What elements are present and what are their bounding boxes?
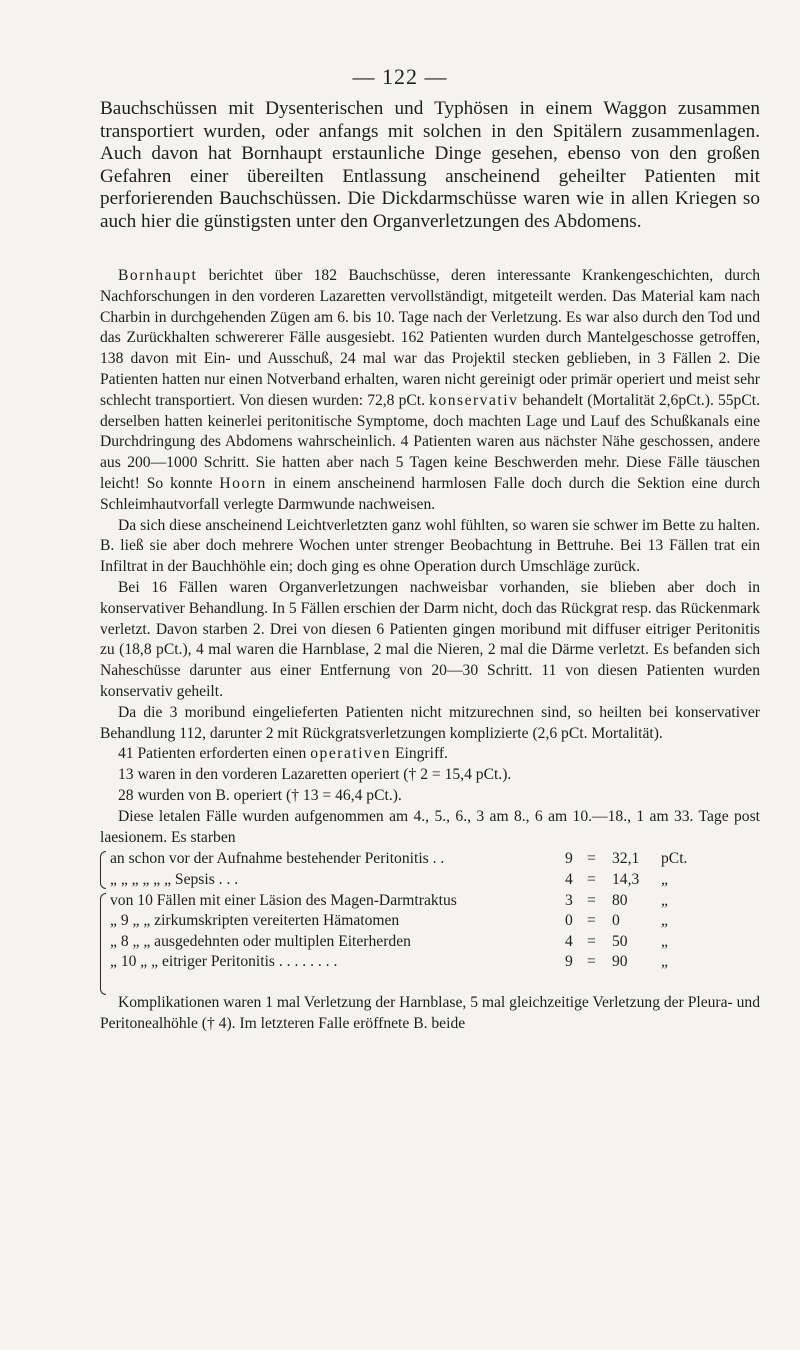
table-percent: 90 bbox=[612, 953, 628, 971]
deaths-table: an schon vor der Aufnahme bestehender Peritonitis . . „ „ „ „ „ „ Sepsis . . . von 10 Fällen mit einer Läsion des Magen-Darmtraktus „ 9 „ „ zirkumskripten vereiterten Hämatomen „ 8 „ „ ausgedehnten oder multiplen Eiterherden „ 10 „ „ eitriger Peritonitis . . . . . . . . 9 = 32,1 pCt. 4 = 14,3 „ 3 = 80 „ 0 = 0 „ 4 = 50 „ 9 = 90 „ bbox=[100, 848, 760, 993]
table-count: 9 bbox=[565, 850, 573, 868]
paragraph-organverletzungen: Bei 16 Fällen waren Organverletzungen nachweisbar vorhanden, sie blieben aber doch in konservativer Behandlung. In 5 Fällen erschien der Darm nicht, doch das Rückgrat resp. das Rückenmark verletzt. Davon starben 2. Drei von diesen 6 Patienten gingen moribund mit diffuser eitriger Peritonitis zu (18,8 pCt.), 4 mal waren die Harnblase, 2 mal die Nieren, 2 mal die Därme verletzt. Es befanden sich Naheschüsse darunter aus einer Entfernung von 20—30 Schritt. 11 von diesen Patienten wurden konservativ geheilt. bbox=[100, 578, 760, 700]
paragraph-vordere-lazarette: 13 waren in den vorderen Lazaretten operiert († 2 = 15,4 pCt.). bbox=[118, 766, 512, 784]
paragraph-operativ: 41 Patienten erforderten einen operativen Eingriff. bbox=[118, 745, 448, 763]
author-name-hoorn: Hoorn bbox=[219, 474, 267, 492]
table-count: 0 bbox=[565, 912, 573, 930]
table-unit: „ bbox=[661, 912, 668, 930]
table-percent: 32,1 bbox=[612, 850, 640, 868]
table-percent: 14,3 bbox=[612, 871, 640, 889]
table-count: 4 bbox=[565, 871, 573, 889]
brace-group-2 bbox=[100, 893, 106, 995]
emphasis-operativen: operativen bbox=[310, 745, 392, 763]
intro-paragraph: Bauchschüssen mit Dysenterischen und Typhösen in einem Waggon zusammen transportiert wurden, oder anfangs mit solchen in den Spitälern zusammenlagen. Auch davon hat Bornhaupt erstaunliche Dinge gesehen, ebenso von den großen Gefahren einer übereilten Entlassung anscheinend geheilter Patienten mit perforierenden Bauchschüssen. Die Dickdarmschüsse waren wie in allen Kriegen so auch hier die günstigsten unter den Organverletzungen des Abdomens. bbox=[100, 98, 760, 232]
table-equals: = bbox=[587, 912, 596, 930]
table-equals: = bbox=[587, 953, 596, 971]
emphasis-konservativ: konservativ bbox=[429, 391, 519, 409]
table-unit: „ bbox=[661, 892, 668, 910]
paragraph-letale-faelle: Diese letalen Fälle wurden aufgenommen am 4., 5., 6., 3 am 8., 6 am 10.—18., 1 am 33. Tage post laesionem. Es starben bbox=[100, 807, 760, 846]
paragraph-operiert-b: 28 wurden von B. operiert († 13 = 46,4 pCt.). bbox=[118, 786, 402, 804]
brace-group-1 bbox=[100, 851, 106, 889]
table-percent: 50 bbox=[612, 933, 628, 951]
table-equals: = bbox=[587, 871, 596, 889]
table-equals: = bbox=[587, 933, 596, 951]
table-percent: 0 bbox=[612, 912, 620, 930]
report-text bbox=[100, 266, 760, 1035]
table-count: 3 bbox=[565, 892, 573, 910]
table-unit: „ bbox=[661, 933, 668, 951]
table-percent: 80 bbox=[612, 892, 628, 910]
table-count: 4 bbox=[565, 933, 573, 951]
table-unit: pCt. bbox=[661, 850, 688, 868]
paragraph-bornhaupt: Bornhaupt berichtet über 182 Bauchschüsse, deren interessante Krankengeschichten, durch Nachforschungen in den vorderen Lazaretten vervollständigt, mitgeteilt werden. Das Material kam nach Charbin in durchgehenden Zügen am 6. bis 10. Tage nach der Verletzung. Es war also durch den Tod und das Zurückhalten schwererer Fälle ausgesiebt. 162 Patienten wurden durch Mantelgeschosse getroffen, 138 davon mit Ein- und Ausschuß, 24 mal war das Projektil stecken geblieben, in 3 Fällen 2. Die Patienten hatten nur einen Notverband erhalten, waren nicht gereinigt oder primär operiert und meist sehr schlecht transportiert. Von diesen wurden: 72,8 pCt. konservativ behandelt (Mortalität 2,6pCt.). 55pCt. derselben hatten keinerlei peritonitische Symptome, doch machten Lage und Lauf des Schußkanals eine Durchdringung des Abdomens wahrscheinlich. 4 Patienten waren aus nächster Nähe geschossen, andere aus 200—1000 Schritt. Sie hatten aber nach 5 Tagen keine Beschwerden mehr. Diese Fälle täuschen leicht! So konnte Hoorn in einem anscheinend harmlosen Falle doch durch die Sektion eine durch Schleimhautvorfall verlegte Darmwunde nachweisen. bbox=[100, 267, 760, 513]
paragraph-heilung: Da die 3 moribund eingelieferten Patienten nicht mitzurechnen sind, so heilten bei konservativer Behandlung 112, darunter 2 mit Rückgratsverletzungen komplizierte (2,6 pCt. Mortalität). bbox=[100, 703, 760, 742]
author-name: Bornhaupt bbox=[118, 267, 198, 284]
table-unit: „ bbox=[661, 953, 668, 971]
page-number: — 122 — bbox=[352, 64, 448, 89]
table-equals: = bbox=[587, 892, 596, 910]
closing-paragraph: Komplikationen waren 1 mal Verletzung der Harnblase, 5 mal gleichzeitige Verletzung der Pleura- und Peritonealhöhle († 4). Im letzteren Falle eröffnete B. beide bbox=[100, 994, 761, 1033]
table-count: 9 bbox=[565, 953, 573, 971]
paragraph-bettruhe: Da sich diese anscheinend Leichtverletzten ganz wohl fühlten, so waren sie schwer im Bette zu halten. B. ließ sie aber doch mehrere Wochen unter strenger Beobachtung in Bettruhe. Bei 13 Fällen trat ein Infiltrat in der Bauchhöhle ein; doch ging es ohne Operation durch Umschläge zurück. bbox=[100, 516, 760, 576]
table-unit: „ bbox=[661, 871, 668, 889]
table-equals: = bbox=[587, 850, 596, 868]
